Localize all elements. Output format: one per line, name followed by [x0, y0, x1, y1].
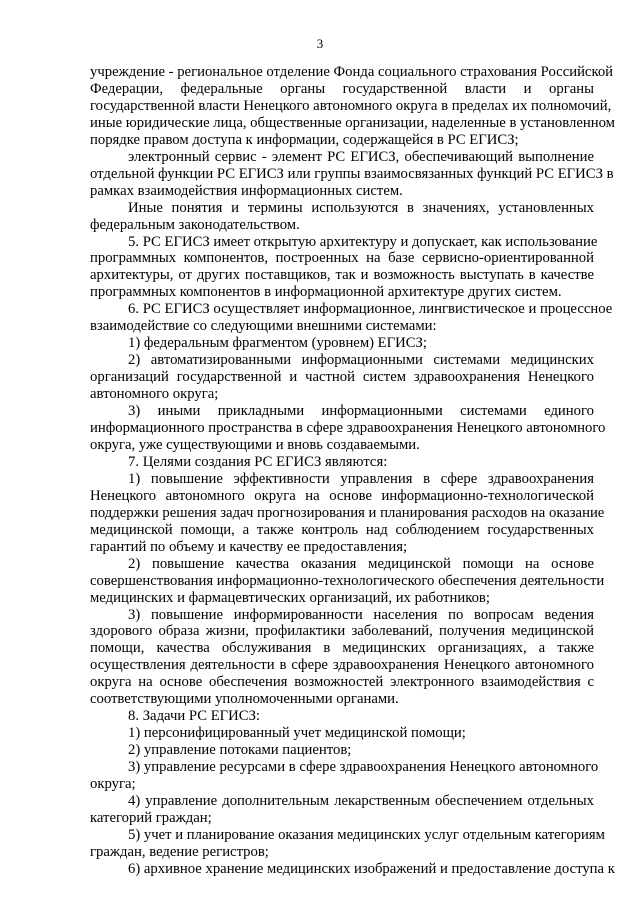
- text-line: 3) управление ресурсами в сфере здравоохранения Ненецкого автономного: [128, 759, 599, 776]
- text-line: здорового образа жизни, профилактики заболеваний, получения медицинской: [90, 623, 594, 640]
- text-line: 1) персонифицированный учет медицинской помощи;: [128, 725, 466, 742]
- text-line: 1) федеральным фрагментом (уровнем) ЕГИСЗ;: [128, 335, 427, 352]
- text-line: рамках взаимодействия информационных систем.: [90, 182, 403, 199]
- text-line: гарантий по объему и качеству ее предоставления;: [90, 538, 408, 555]
- text-line: 7. Целями создания РС ЕГИСЗ являются:: [128, 453, 388, 470]
- text-line: совершенствования информационно-технологического обеспечения деятельности: [90, 572, 605, 589]
- text-line: организаций государственной и частной систем здравоохранения Ненецкого: [90, 369, 594, 386]
- text-line: взаимодействие со следующими внешними системами:: [90, 318, 437, 335]
- text-line: 3) иными прикладными информационными системами единого: [128, 403, 594, 420]
- text-line: отдельной функции РС ЕГИСЗ или группы взаимосвязанных функций РС ЕГИСЗ в: [90, 165, 614, 182]
- text-line: граждан, ведение регистров;: [90, 843, 269, 860]
- text-line: иные юридические лица, общественные организации, наделенные в установленном: [90, 114, 615, 131]
- text-line: 3) повышение информированности населения по вопросам ведения: [128, 606, 594, 623]
- text-line: округа, уже существующими и вновь создаваемыми.: [90, 436, 420, 453]
- text-line: архитектуры, от других поставщиков, так и возможность выступать в качестве: [90, 267, 594, 284]
- text-line: округа;: [90, 776, 136, 793]
- text-line: Ненецкого автономного округа на основе информационно-технологической: [90, 487, 594, 504]
- text-line: учреждение - региональное отделение Фонда социального страхования Российской: [90, 64, 614, 80]
- text-line: программных компонентов в информационной архитектуре других систем.: [90, 284, 562, 301]
- page-number: 3: [316, 36, 324, 51]
- text-line: автономного округа;: [90, 386, 219, 403]
- text-line: информационного пространства в сфере здравоохранения Ненецкого автономного: [90, 420, 606, 437]
- text-line: 5. РС ЕГИСЗ имеет открытую архитектуру и допускает, как использование: [128, 233, 598, 250]
- text-line: 6) архивное хранение медицинских изображений и предоставление доступа к: [128, 860, 615, 877]
- text-line: помощи, качества обслуживания в медицинских организациях, а также: [90, 640, 594, 657]
- text-line: 5) учет и планирование оказания медицинских услуг отдельным категориям: [128, 826, 605, 843]
- text-line: Федерации, федеральные органы государственной власти и органы: [90, 80, 594, 97]
- text-line: поддержки решения задач прогнозирования и планирования расходов на оказание: [90, 504, 605, 521]
- text-line: 6. РС ЕГИСЗ осуществляет информационное, лингвистическое и процессное: [128, 301, 613, 318]
- text-line: Иные понятия и термины используются в значениях, установленных: [128, 199, 594, 216]
- text-line: государственной власти Ненецкого автономного округа в пределах их полномочий,: [90, 97, 612, 114]
- text-line: программных компонентов, построенных на базе сервисно-ориентированной: [90, 250, 594, 267]
- text-line: категорий граждан;: [90, 809, 212, 826]
- text-line: осуществления деятельности в сфере здравоохранения Ненецкого автономного: [90, 657, 594, 674]
- text-line: 1) повышение эффективности управления в сфере здравоохранения: [128, 470, 594, 487]
- document-body: [90, 64, 615, 878]
- text-line: порядке правом доступа к информации, содержащейся в РС ЕГИСЗ;: [90, 131, 519, 148]
- text-line: 2) управление потоками пациентов;: [128, 742, 352, 759]
- text-line: электронный сервис - элемент РС ЕГИСЗ, обеспечивающий выполнение: [128, 148, 594, 165]
- text-line: округа на основе обеспечения возможностей электронного взаимодействия с: [90, 674, 594, 691]
- text-line: 4) управление дополнительным лекарственным обеспечением отдельных: [128, 792, 594, 809]
- text-line: 2) повышение качества оказания медицинской помощи на основе: [128, 555, 594, 572]
- text-line: 2) автоматизированными информационными системами медицинских: [128, 352, 594, 369]
- text-line: 8. Задачи РС ЕГИСЗ:: [128, 708, 261, 725]
- text-line: медицинских и фармацевтических организаций, их работников;: [90, 589, 490, 606]
- text-line: соответствующими уполномоченными органами.: [90, 691, 399, 708]
- text-line: медицинской помощи, а также контроль над соблюдением государственных: [90, 521, 594, 538]
- text-line: федеральным законодательством.: [90, 216, 300, 233]
